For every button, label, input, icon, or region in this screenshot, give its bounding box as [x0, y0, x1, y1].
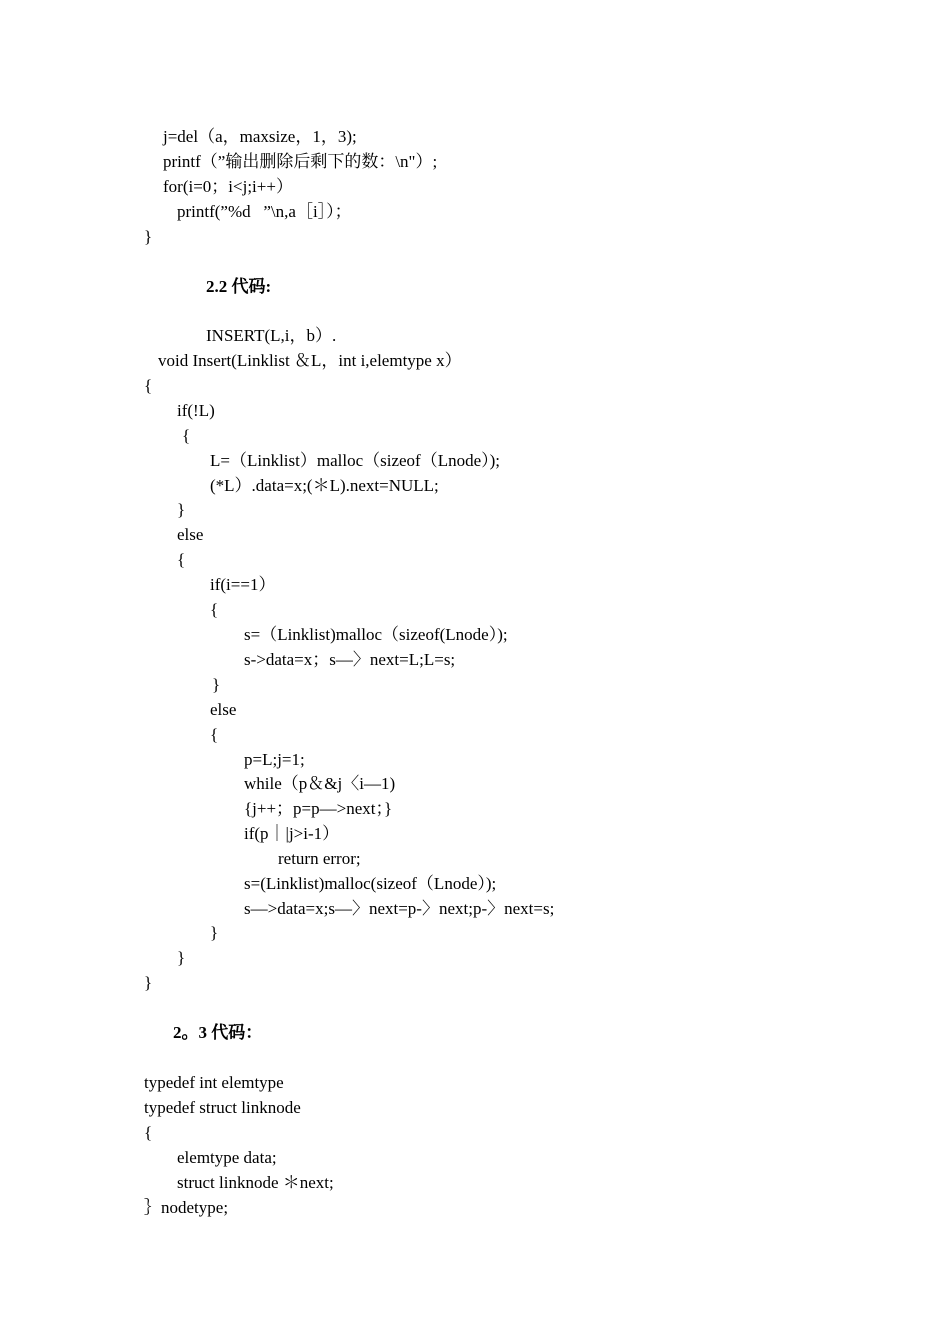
code-line: typedef struct linknode: [144, 1098, 301, 1117]
code-line: printf(”%d ”\n,a［i］）；: [177, 202, 352, 221]
code-line: ｝nodetype;: [144, 1198, 229, 1217]
code-line: }: [177, 948, 186, 967]
code-line: s->data=x；s—〉next=L;L=s;: [244, 650, 456, 669]
section-heading: 2.2 代码:: [206, 277, 272, 296]
code-line: }: [144, 227, 153, 246]
code-line: s=(Linklist)malloc(sizeof（Lnode）);: [244, 874, 497, 893]
code-line: s=（Linklist)malloc（sizeof(Lnode）);: [244, 625, 508, 644]
code-line: return error;: [278, 849, 361, 868]
code-line: }: [212, 675, 221, 694]
code-line: printf（”输出删除后剩下的数：\n"）;: [163, 152, 438, 171]
code-line: L=（Linklist）malloc（sizeof（Lnode）);: [210, 451, 501, 470]
code-line: }: [144, 973, 153, 992]
code-line: {: [210, 600, 219, 619]
code-line: {: [144, 376, 153, 395]
code-line: while（p＆&j〈i—1): [244, 774, 396, 793]
code-line: void Insert(Linklist ＆L，int i,elemtype x）: [158, 351, 462, 370]
code-line: struct linknode ＊next;: [177, 1173, 334, 1192]
code-line: {: [177, 550, 186, 569]
code-line: s—>data=x;s—〉next=p-〉next;p-〉next=s;: [244, 899, 555, 918]
code-line: }: [177, 500, 186, 519]
code-line: j=del（a，maxsize，1，3);: [163, 127, 357, 146]
code-line: {: [210, 725, 219, 744]
code-line: {: [182, 426, 191, 445]
code-line: (*L）.data=x;(＊L).next=NULL;: [210, 476, 439, 495]
code-line: else: [177, 525, 204, 544]
code-line: typedef int elemtype: [144, 1073, 284, 1092]
code-line: p=L;j=1;: [244, 750, 305, 769]
code-line: if(i==1）: [210, 575, 276, 594]
code-line: if(p｜|j>i-1）: [244, 824, 340, 843]
code-line: INSERT(L,i，b）.: [206, 326, 337, 345]
code-line: if(!L): [177, 401, 215, 420]
code-line: {j++；p=p—>next；}: [244, 799, 393, 818]
code-line: for(i=0；i<j;i++）: [163, 177, 293, 196]
code-line: {: [144, 1123, 153, 1142]
code-line: }: [210, 923, 219, 942]
section-heading: 2。3 代码：: [173, 1023, 263, 1042]
code-line: else: [210, 700, 237, 719]
code-line: elemtype data;: [177, 1148, 277, 1167]
